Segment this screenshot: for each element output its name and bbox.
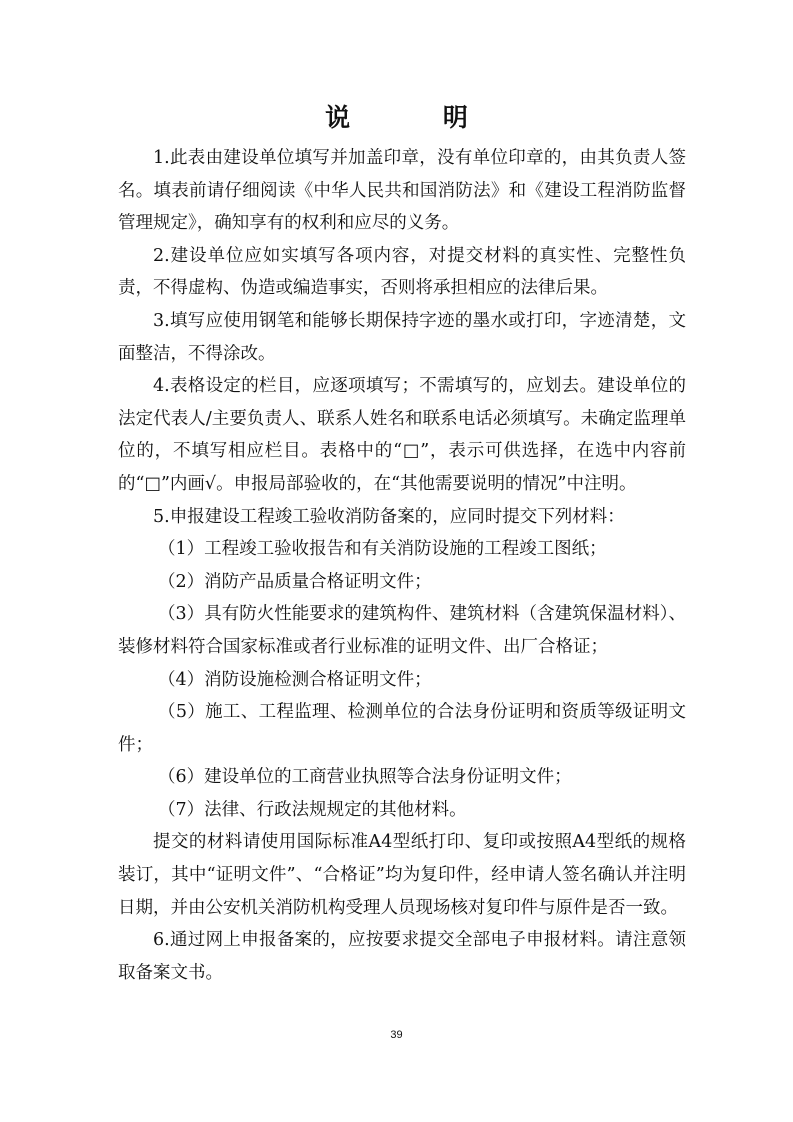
material-item-1: （1）工程竣工验收报告和有关消防设施的工程竣工图纸； [158,539,607,560]
paragraph-2-truthful-filling: 2.建设单位应如实填写各项内容，对提交材料的真实性、完整性负责，不得虚构、伪造或编造事实，否则将承担相应的法律后果。 [118,245,686,299]
page-number: 39 [390,1029,403,1041]
paragraph-6-online-filing: 6.通过网上申报备案的，应按要求提交全部电子申报材料。请注意领取备案文书。 [118,930,686,983]
material-item-2: （2）消防产品质量合格证明文件； [158,571,432,592]
paragraph-5-required-materials: 5.申报建设工程竣工验收消防备案的，应同时提交下列材料： [153,506,625,527]
page-title: 说 明 [325,103,510,132]
material-item-4: （4）消防设施检测合格证明文件； [158,669,432,690]
material-item-6: （6）建设单位的工商营业执照等合法身份证明文件； [158,767,572,788]
instructions-body [118,142,686,989]
paragraph-4-form-fields: 4.表格设定的栏目，应逐项填写；不需填写的，应划去。建设单位的法定代表人/主要负责人、联系人姓名和联系电话必须填写。未确定监理单位的，不填写相应栏目。表格中的“□”，表示可供选择，在选中内容前的“□”内画√。申报局部验收的，在“其他需要说明的情况”中注明。 [118,376,686,494]
paragraph-3-writing-requirements: 3.填写应使用钢笔和能够长期保持字迹的墨水或打印，字迹清楚，文面整洁，不得涂改。 [118,310,686,364]
material-item-5: （5）施工、工程监理、检测单位的合法身份证明和资质等级证明文件； [118,702,686,755]
paragraph-submission-format: 提交的材料请使用国际标准A4型纸打印、复印或按照A4型纸的规格装订，其中“证明文件”、“合格证”均为复印件，经申请人签名确认并注明日期，并由公安机关消防机构受理人员现场核对复印件与原件是否一致。 [118,832,686,918]
material-item-3: （3）具有防火性能要求的建筑构件、建筑材料（含建筑保温材料）、装修材料符合国家标准或者行业标准的证明文件、出厂合格证； [118,604,686,657]
material-item-7: （7）法律、行政法规规定的其他材料。 [158,799,467,820]
paragraph-1-unit-signature: 1.此表由建设单位填写并加盖印章，没有单位印章的，由其负责人签名。填表前请仔细阅读《中华人民共和国消防法》和《建设工程消防监督管理规定》，确知享有的权利和应尽的义务。 [118,148,686,234]
